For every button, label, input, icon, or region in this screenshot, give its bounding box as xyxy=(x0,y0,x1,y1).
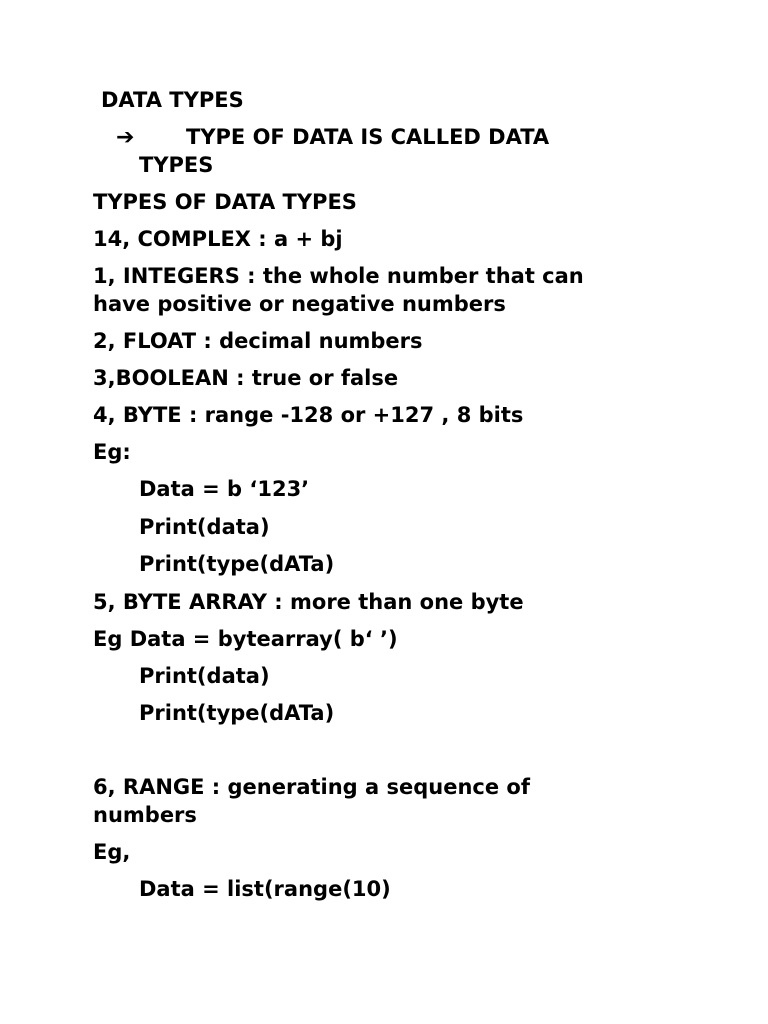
bytearray-code-line: Print(type(dATa) xyxy=(139,701,335,725)
bytearray-example: Eg Data = bytearray( b‘ ’) xyxy=(93,627,398,651)
byte-code-line: Print(data) xyxy=(139,515,270,539)
bytearray-code-line: Print(data) xyxy=(139,664,270,688)
range-example-label: Eg, xyxy=(93,840,131,864)
integers-item-line1: 1, INTEGERS : the whole number that can xyxy=(93,264,584,288)
definition-text-line2: TYPES xyxy=(139,153,214,177)
range-item-line2: numbers xyxy=(93,803,197,827)
range-code-line: Data = list(range(10) xyxy=(139,877,391,901)
complex-item: 14, COMPLEX : a + bj xyxy=(93,227,343,251)
section-heading: TYPES OF DATA TYPES xyxy=(93,190,357,214)
definition-row xyxy=(116,123,549,152)
right-arrow-icon: ➔ xyxy=(116,125,135,150)
integers-item-line2: have positive or negative numbers xyxy=(93,292,506,316)
byte-code-line: Data = b ‘123’ xyxy=(139,477,310,501)
range-item-line1: 6, RANGE : generating a sequence of xyxy=(93,775,530,799)
byte-code-line: Print(type(dATa) xyxy=(139,552,335,576)
boolean-item: 3,BOOLEAN : true or false xyxy=(93,366,399,390)
document-title: DATA TYPES xyxy=(101,88,244,112)
float-item: 2, FLOAT : decimal numbers xyxy=(93,329,423,353)
byte-item: 4, BYTE : range -128 or +127 , 8 bits xyxy=(93,403,524,427)
byte-example-label: Eg: xyxy=(93,440,131,464)
definition-text-line1: TYPE OF DATA IS CALLED DATA xyxy=(186,125,550,149)
bytearray-item: 5, BYTE ARRAY : more than one byte xyxy=(93,590,524,614)
